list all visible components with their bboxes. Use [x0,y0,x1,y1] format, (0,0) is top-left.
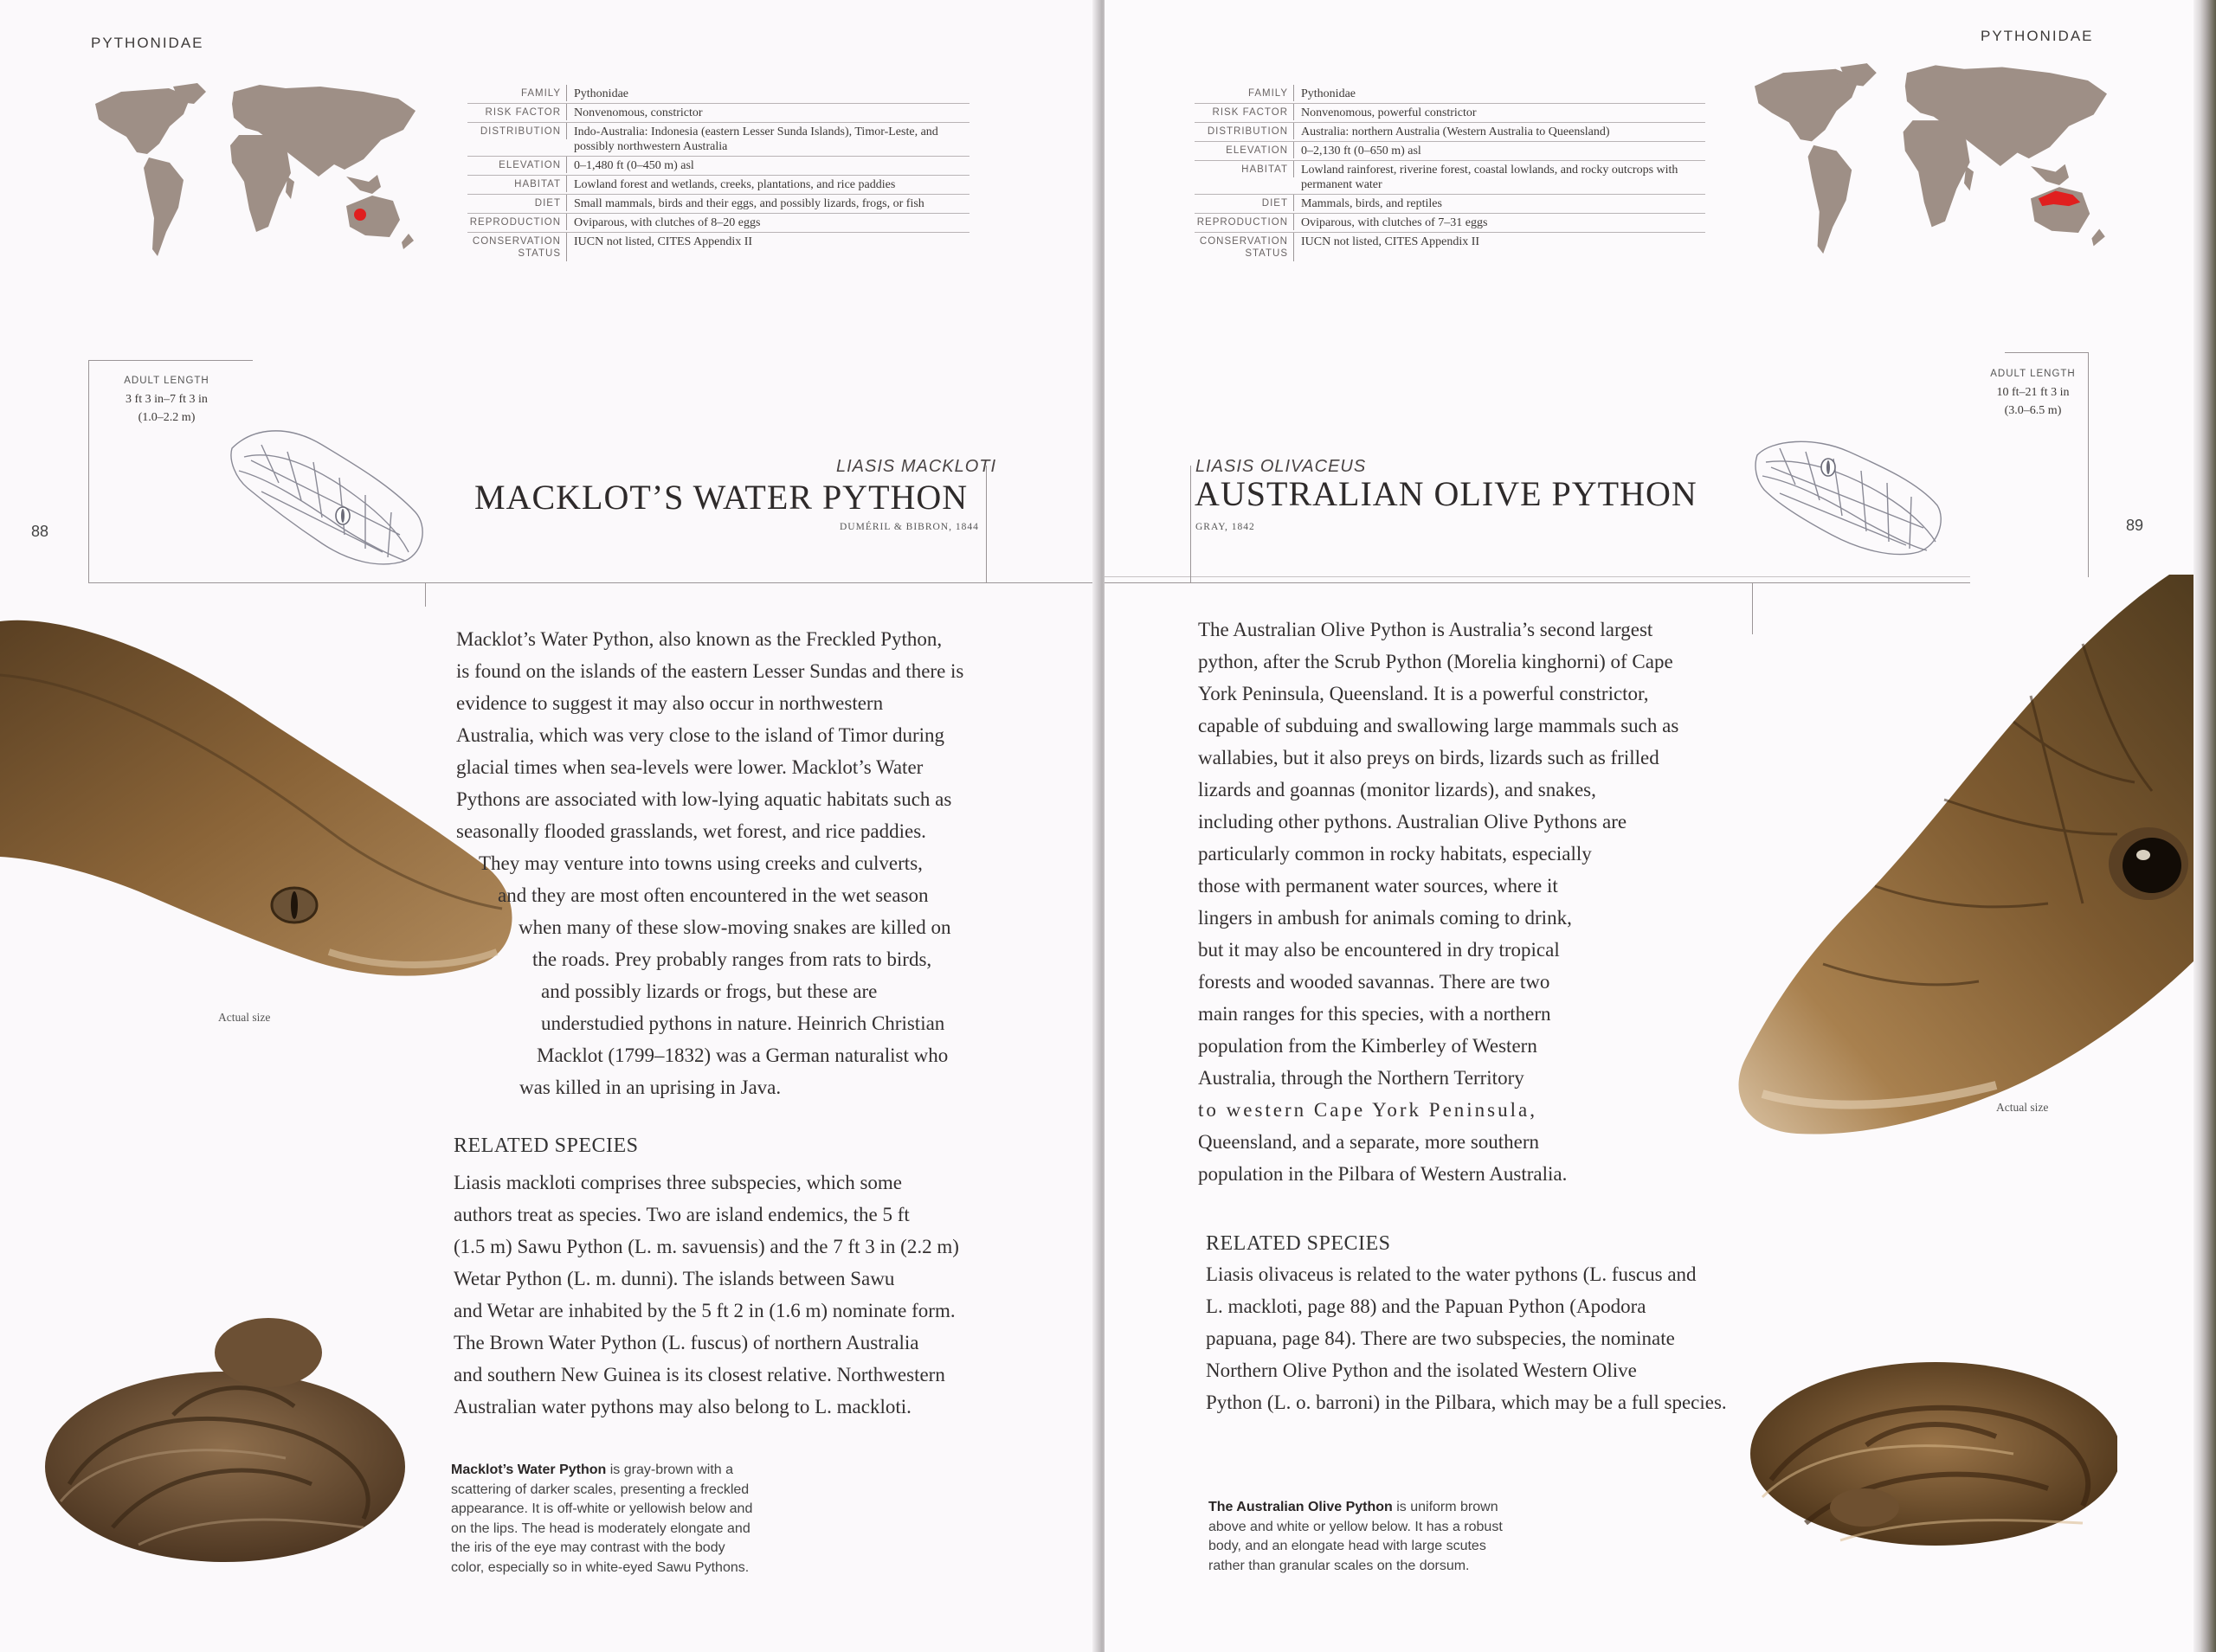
common-name-title: MACKLOT’S WATER PYTHON [474,478,969,517]
fact-row-risk [467,104,970,123]
fact-value: Indo-Australia: Indonesia (eastern Lesser Sunda Islands), Timor-Leste, and possibly northwestern Australia [574,125,938,153]
related-line: Liasis olivaceus is related to the water pythons (L. fuscus and [1206,1263,1697,1285]
description-line: glacial times when sea-levels were lower. Macklot’s Water [456,756,924,778]
adult-length-metric: (3.0–6.5 m) [2004,404,2062,417]
actual-size-label: Actual size [218,1011,271,1024]
fact-value: Pythonidae [1301,87,1356,100]
left-page [0,0,1098,1652]
description-line: They may venture into towns using creeks and culverts, [479,852,923,874]
world-map-land [95,83,416,256]
caption-line: on the lips. The head is moderately elongate and [451,1520,750,1536]
fact-row-conservation [467,233,970,261]
fact-row-elevation [1195,142,1705,161]
description-line: York Peninsula, Queensland. It is a powerful constrictor, [1198,683,1649,704]
related-line: Liasis mackloti comprises three subspecies, which some [454,1172,903,1193]
world-range-map [87,80,433,283]
frame-rule [88,360,253,361]
scientific-name: LIASIS MACKLOTI [836,457,997,476]
related-species-heading: RELATED SPECIES [454,1135,639,1157]
running-head: PYTHONIDAE [1981,28,2094,44]
fact-label: RISK FACTOR [467,104,567,120]
description-line: Australia, through the Northern Territory [1198,1067,1524,1089]
description-line: Australia, which was very close to the island of Timor during [456,724,945,746]
related-line: (1.5 m) Sawu Python (L. m. savuensis) and the 7 ft 3 in (2.2 m) [454,1236,959,1257]
description-line: evidence to suggest it may also occur in northwestern [456,692,884,714]
caption-species: Macklot’s Water Python [451,1462,607,1477]
related-line: Wetar Python (L. m. dunni). The islands between Sawu [454,1268,895,1289]
world-range-map [1745,59,2126,284]
description-line: and possibly lizards or frogs, but these are [541,980,878,1002]
caption-line: is uniform brown [1392,1500,1498,1514]
scientific-name: LIASIS OLIVACEUS [1195,457,1367,476]
caption-line: the iris of the eye may contrast with the body [451,1540,725,1555]
related-line: authors treat as species. Two are island endemics, the 5 ft [454,1204,910,1225]
adult-length-box [1970,365,2096,420]
description-line: lingers in ambush for animals coming to drink, [1198,907,1572,929]
fact-label: DIET [467,195,567,211]
species-authority: DUMÉRIL & BIBRON, 1844 [840,522,979,532]
book-page-edge [2193,0,2216,1652]
fact-row-diet [467,195,970,214]
fact-table [1195,85,1705,261]
fact-table [467,85,970,261]
fact-value: Nonvenomous, powerful constrictor [1301,106,1477,119]
description-line: python, after the Scrub Python (Morelia kinghorni) of Cape [1198,651,1673,672]
right-page [1105,0,2216,1652]
description-line: Pythons are associated with low-lying aquatic habitats such as [456,788,952,810]
fact-row-diet [1195,195,1705,214]
frame-rule [986,466,987,583]
fact-row-distribution [467,123,970,157]
adult-length-imperial: 10 ft–21 ft 3 in [1996,386,2070,399]
adult-length-metric: (1.0–2.2 m) [138,411,196,424]
description-line: Macklot’s Water Python, also known as the Freckled Python, [456,628,943,650]
caption-line: rather than granular scales on the dorsum. [1208,1558,1470,1573]
related-line: and Wetar are inhabited by the 5 ft 2 in (1.6 m) nominate form. [454,1300,956,1321]
world-map-land [1755,63,2107,254]
caption-line: is gray-brown with a [606,1462,734,1477]
fact-value: IUCN not listed, CITES Appendix II [1301,235,1480,248]
caption-species: The Australian Olive Python [1208,1500,1393,1514]
description-line: capable of subduing and swallowing large mammals such as [1198,715,1679,736]
fact-label: DISTRIBUTION [1195,123,1294,139]
fact-row-distribution [1195,123,1705,142]
description-line: Queensland, and a separate, more southern [1198,1131,1540,1153]
species-description [456,623,963,1103]
fact-label: ELEVATION [467,157,567,173]
description-line: seasonally flooded grasslands, wet forest, and rice paddies. [456,820,926,842]
adult-length-label: ADULT LENGTH [124,376,209,386]
fact-row-habitat [467,176,970,195]
species-authority: GRAY, 1842 [1195,522,1255,532]
related-species-text [454,1167,959,1423]
fact-row-habitat [1195,161,1705,195]
fact-value: Pythonidae [574,87,628,100]
coiled-snake-photo [35,1311,416,1571]
frame-rule [88,582,1098,583]
related-line: The Brown Water Python (L. fuscus) of northern Australia [454,1332,919,1353]
species-description [1198,614,1678,1190]
page-number: 89 [2126,517,2144,534]
related-line: Python (L. o. barroni) in the Pilbara, which may be a full species. [1206,1392,1727,1413]
caption-line: appearance. It is off-white or yellowish below and [451,1501,753,1516]
fact-value: Oviparous, with clutches of 8–20 eggs [574,216,761,229]
description-line: the roads. Prey probably ranges from rats to birds, [532,948,932,970]
fact-value: Small mammals, birds and their eggs, and possibly lizards, frogs, or fish [574,197,924,210]
fact-label: ELEVATION [1195,142,1294,158]
fact-value: 0–1,480 ft (0–450 m) asl [574,159,694,172]
description-line: lizards and goannas (monitor lizards), and snakes, [1198,779,1596,800]
page-number: 88 [31,523,49,540]
related-line: L. mackloti, page 88) and the Papuan Python (Apodora [1206,1295,1646,1317]
description-line: but it may also be encountered in dry tropical [1198,939,1560,961]
description-line: wallabies, but it also preys on birds, lizards such as frilled [1198,747,1659,768]
range-marker [354,209,366,221]
related-line: Northern Olive Python and the isolated Western Olive [1206,1360,1637,1381]
head-line-drawing [1754,433,1946,562]
fact-value: Lowland forest and wetlands, creeks, plantations, and rice paddies [574,178,896,191]
adult-length-box [104,372,229,427]
actual-size-label: Actual size [1996,1101,2049,1114]
fact-value: Nonvenomous, constrictor [574,106,703,119]
caption-line: above and white or yellow below. It has a robust [1208,1519,1503,1534]
description-line: particularly common in rocky habitats, especially [1198,843,1592,865]
fact-label: HABITAT [467,176,567,192]
description-line: The Australian Olive Python is Australia’s second largest [1198,619,1653,640]
fact-row-conservation [1195,233,1705,261]
description-line: those with permanent water sources, where it [1198,875,1558,897]
description-line: main ranges for this species, with a northern [1198,1003,1551,1025]
fact-label: RISK FACTOR [1195,104,1294,120]
fact-value: Lowland rainforest, riverine forest, coastal lowlands, and rocky outcrops with permanent water [1301,164,1678,191]
photo-caption [451,1461,752,1578]
fact-value: Oviparous, with clutches of 7–31 eggs [1301,216,1488,229]
description-line: when many of these slow-moving snakes are killed on [519,916,951,938]
description-line: is found on the islands of the eastern Lesser Sundas and there is [456,660,964,682]
adult-length-imperial: 3 ft 3 in–7 ft 3 in [126,393,208,406]
fact-label: HABITAT [1195,161,1294,177]
fact-label: DIET [1195,195,1294,211]
description-line: population in the Pilbara of Western Australia. [1198,1163,1568,1185]
description-line: forests and wooded savannas. There are two [1198,971,1550,993]
fact-label: REPRODUCTION [467,214,567,230]
fact-value: Mammals, birds, and reptiles [1301,197,1442,210]
common-name-title: AUSTRALIAN OLIVE PYTHON [1195,474,1697,513]
related-line: and southern New Guinea is its closest relative. Northwestern [454,1364,945,1385]
fact-row-family [467,85,970,104]
fact-row-reproduction [467,214,970,233]
adult-length-label: ADULT LENGTH [1990,369,2076,379]
frame-rule [88,360,89,583]
fact-label: CONSERVATION STATUS [1195,233,1294,261]
related-species-text [1206,1258,1727,1418]
description-line: including other pythons. Australian Olive Pythons are [1198,811,1627,832]
frame-rule [425,582,426,607]
description-line: was killed in an uprising in Java. [519,1077,782,1098]
snake-head-photo [1598,575,2216,1172]
caption-line: scattering of darker scales, presenting a freckled [451,1482,750,1497]
related-line: papuana, page 84). There are two subspecies, the nominate [1206,1327,1675,1349]
caption-line: body, and an elongate head with large scutes [1208,1539,1486,1553]
fact-label: REPRODUCTION [1195,214,1294,230]
description-line: to western Cape York Peninsula, [1198,1099,1537,1121]
photo-caption [1208,1498,1503,1576]
snake-head-photo [0,606,519,1073]
fact-row-family [1195,85,1705,104]
frame-rule [2005,352,2089,353]
description-line: understudied pythons in nature. Heinrich Christian [541,1012,945,1034]
related-species-heading: RELATED SPECIES [1206,1232,1391,1255]
fact-row-reproduction [1195,214,1705,233]
caption-line: color, especially so in white-eyed Sawu Pythons. [451,1559,750,1575]
fact-label: FAMILY [1195,85,1294,101]
fact-label: CONSERVATION STATUS [467,233,567,261]
fact-label: FAMILY [467,85,567,101]
fact-value: IUCN not listed, CITES Appendix II [574,235,753,248]
related-line: Australian water pythons may also belong to L. mackloti. [454,1396,912,1417]
fact-row-elevation [467,157,970,176]
fact-row-risk [1195,104,1705,123]
running-head: PYTHONIDAE [91,35,204,51]
frame-rule [1190,466,1191,583]
coiled-snake-photo [1736,1350,2117,1566]
head-line-drawing [227,422,429,571]
fact-label: DISTRIBUTION [467,123,567,139]
description-line: Macklot (1799–1832) was a German naturalist who [537,1045,949,1066]
description-line: population from the Kimberley of Western [1198,1035,1537,1057]
fact-value: Australia: northern Australia (Western Australia to Queensland) [1301,125,1610,138]
fact-value: 0–2,130 ft (0–650 m) asl [1301,145,1421,157]
description-line: and they are most often encountered in the wet season [498,884,929,906]
